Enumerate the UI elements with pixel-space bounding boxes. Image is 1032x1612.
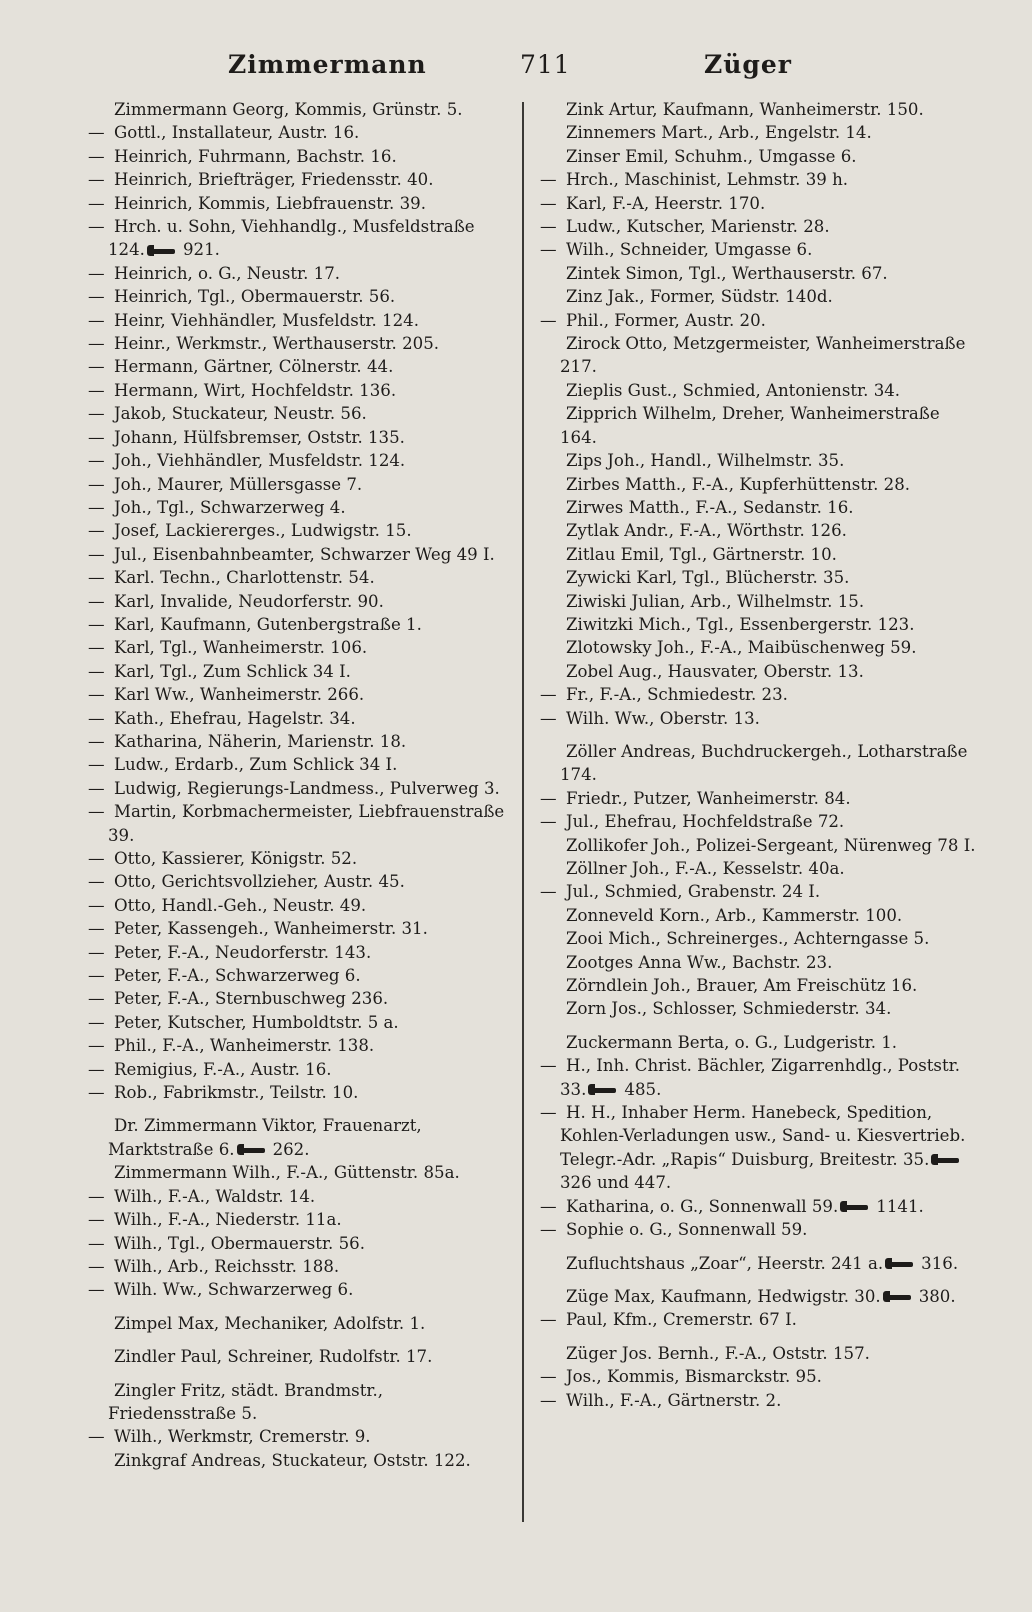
telephone-icon xyxy=(588,1083,620,1097)
entry-text: Ziwiski Julian, Arb., Wilhelmstr. 15. xyxy=(566,591,865,611)
directory-entry xyxy=(540,192,980,215)
directory-entry xyxy=(88,941,508,964)
entry-text: Karl. Techn., Charlottenstr. 54. xyxy=(114,568,375,588)
ditto-dash: — xyxy=(88,614,105,634)
directory-entry xyxy=(540,379,980,402)
entry-text: Heinr., Werkmstr., Werthauserstr. 205. xyxy=(114,334,440,354)
directory-entry xyxy=(88,1255,508,1278)
directory-entry xyxy=(540,449,980,472)
directory-entry xyxy=(540,787,980,810)
entry-text: Peter, Kutscher, Humboldtstr. 5 a. xyxy=(114,1012,399,1032)
entry-text: Karl, F.-A, Heerstr. 170. xyxy=(566,193,766,213)
entry-text: Zootges Anna Ww., Bachstr. 23. xyxy=(566,952,833,972)
telephone-icon xyxy=(147,244,179,258)
entry-text: Zimmermann Wilh., F.-A., Güttenstr. 85a. xyxy=(114,1163,460,1183)
ditto-dash: — xyxy=(88,497,105,517)
entry-text: Wilh. Ww., Oberstr. 13. xyxy=(566,708,760,728)
entry-text: Paul, Kfm., Cremerstr. 67 I. xyxy=(566,1310,797,1330)
directory-entry xyxy=(88,285,508,308)
entry-text: Karl, Invalide, Neudorferstr. 90. xyxy=(114,591,384,611)
ditto-dash: — xyxy=(88,755,105,775)
entry-text: Zufluchtshaus „Zoar“, Heerstr. 241 a. xyxy=(566,1253,884,1273)
directory-entry xyxy=(88,1185,508,1208)
entry-text: Kath., Ehefrau, Hagelstr. 34. xyxy=(114,708,356,728)
directory-entry xyxy=(88,660,508,683)
entry-text: Peter, F.-A., Neudorferstr. 143. xyxy=(114,942,372,962)
telephone-number: 326 und 447. xyxy=(560,1173,672,1193)
entry-text: Zirbes Matth., F.-A., Kupferhüttenstr. 28. xyxy=(566,474,911,494)
running-head-right: Züger xyxy=(704,50,792,79)
entry-text: Remigius, F.-A., Austr. 16. xyxy=(114,1059,332,1079)
directory-entry xyxy=(540,98,980,121)
directory-entry xyxy=(88,870,508,893)
telephone-number: 380. xyxy=(918,1286,956,1306)
entry-text: Zooi Mich., Schreinerges., Achterngasse 5. xyxy=(566,929,930,949)
ditto-dash: — xyxy=(88,474,105,494)
directory-entry xyxy=(88,332,508,355)
telephone-number: 921. xyxy=(182,240,220,260)
directory-entry xyxy=(540,880,980,903)
entry-text: Peter, F.-A., Schwarzerweg 6. xyxy=(114,966,361,986)
entry-text: Phil., Former, Austr. 20. xyxy=(566,310,766,330)
ditto-dash: — xyxy=(88,638,105,658)
directory-entry xyxy=(540,543,980,566)
telephone-number: 485. xyxy=(624,1079,662,1099)
ditto-dash: — xyxy=(88,591,105,611)
ditto-dash: — xyxy=(88,357,105,377)
entry-text: Gottl., Installateur, Austr. 16. xyxy=(114,123,360,143)
directory-entry xyxy=(540,810,980,833)
entry-text: Katharina, o. G., Sonnenwall 59. xyxy=(566,1196,839,1216)
entry-text: Wilh., Schneider, Umgasse 6. xyxy=(566,240,813,260)
directory-entry xyxy=(540,496,980,519)
ditto-dash: — xyxy=(88,1233,105,1253)
directory-entry xyxy=(88,121,508,144)
ditto-dash: — xyxy=(88,919,105,939)
directory-entry xyxy=(88,613,508,636)
page-number: 711 xyxy=(520,50,571,79)
ditto-dash: — xyxy=(88,451,105,471)
directory-entry xyxy=(540,904,980,927)
ditto-dash: — xyxy=(540,708,557,728)
entry-text: Heinrich, Fuhrmann, Bachstr. 16. xyxy=(114,146,397,166)
ditto-dash: — xyxy=(540,1196,557,1216)
entry-text: Zintek Simon, Tgl., Werthauserstr. 67. xyxy=(566,263,888,283)
ditto-dash: — xyxy=(88,895,105,915)
directory-entry xyxy=(88,309,508,332)
directory-entry xyxy=(540,636,980,659)
directory-entry xyxy=(88,519,508,542)
entry-text: H., Inh. Christ. Bächler, Zigarrenhdlg., Poststr. 33. xyxy=(560,1056,961,1099)
directory-entry xyxy=(540,1218,980,1241)
entry-text: Hermann, Wirt, Hochfeldstr. 136. xyxy=(114,380,397,400)
ditto-dash: — xyxy=(88,263,105,283)
ditto-dash: — xyxy=(540,1367,557,1387)
entry-text: Züge Max, Kaufmann, Hedwigstr. 30. xyxy=(566,1286,881,1306)
entry-text: Joh., Maurer, Müllersgasse 7. xyxy=(114,474,363,494)
directory-entry xyxy=(540,1031,980,1054)
entry-text: Ludw., Erdarb., Zum Schlick 34 I. xyxy=(114,755,398,775)
entry-text: Sophie o. G., Sonnenwall 59. xyxy=(566,1220,808,1240)
entry-text: Zieplis Gust., Schmied, Antonienstr. 34. xyxy=(566,380,901,400)
entry-text: Phil., F.-A., Wanheimerstr. 138. xyxy=(114,1036,375,1056)
directory-entry xyxy=(88,145,508,168)
directory-entry xyxy=(540,1389,980,1412)
directory-entry xyxy=(540,1308,980,1331)
directory-entry xyxy=(540,613,980,636)
entry-text: Joh., Viehhändler, Musfeldstr. 124. xyxy=(114,451,406,471)
ditto-dash: — xyxy=(88,778,105,798)
entry-text: Otto, Kassierer, Königstr. 52. xyxy=(114,849,358,868)
directory-entry xyxy=(540,740,980,787)
directory-entry xyxy=(88,753,508,776)
directory-entry xyxy=(540,215,980,238)
directory-entry xyxy=(540,121,980,144)
ditto-dash: — xyxy=(88,661,105,681)
ditto-dash: — xyxy=(88,1059,105,1079)
directory-entry xyxy=(540,473,980,496)
entry-text: Peter, Kassengeh., Wanheimerstr. 31. xyxy=(114,919,428,939)
ditto-dash: — xyxy=(88,1280,105,1300)
directory-entry xyxy=(540,1054,980,1101)
directory-entry xyxy=(540,1285,980,1308)
entry-text: Zuckermann Berta, o. G., Ludgeristr. 1. xyxy=(566,1032,898,1052)
directory-entry xyxy=(88,894,508,917)
ditto-dash: — xyxy=(88,380,105,400)
ditto-dash: — xyxy=(88,123,105,143)
directory-entry xyxy=(540,168,980,191)
entry-text: Wilh., F.-A., Waldstr. 14. xyxy=(114,1186,316,1206)
directory-entry xyxy=(88,379,508,402)
entry-text: Wilh., F.-A., Niederstr. 11a. xyxy=(114,1210,342,1230)
directory-entry xyxy=(88,168,508,191)
directory-entry xyxy=(88,1379,508,1426)
entry-text: Zinkgraf Andreas, Stuckateur, Oststr. 122. xyxy=(114,1450,471,1470)
directory-entry xyxy=(88,543,508,566)
directory-entry xyxy=(540,1195,980,1218)
ditto-dash: — xyxy=(88,1186,105,1206)
ditto-dash: — xyxy=(540,1220,557,1240)
directory-entry xyxy=(88,1114,508,1161)
entry-text: Hermann, Gärtner, Cölnerstr. 44. xyxy=(114,357,394,377)
entry-text: Joh., Tgl., Schwarzerweg 4. xyxy=(114,497,346,517)
entry-text: Zitlau Emil, Tgl., Gärtnerstr. 10. xyxy=(566,544,837,564)
entry-text: Jul., Eisenbahnbeamter, Schwarzer Weg 49 I. xyxy=(114,544,495,564)
entry-text: Peter, F.-A., Sternbuschweg 236. xyxy=(114,989,389,1009)
entry-text: Jul., Ehefrau, Hochfeldstraße 72. xyxy=(566,812,845,832)
directory-entry xyxy=(540,309,980,332)
ditto-dash: — xyxy=(540,193,557,213)
ditto-dash: — xyxy=(88,568,105,588)
entry-text: Karl, Tgl., Zum Schlick 34 I. xyxy=(114,661,351,681)
entry-text: Dr. Zimmermann Viktor, Frauenarzt, Marktstraße 6. xyxy=(108,1116,422,1159)
entry-text: Zinnemers Mart., Arb., Engelstr. 14. xyxy=(566,123,872,143)
entry-text: Zywicki Karl, Tgl., Blücherstr. 35. xyxy=(566,568,850,588)
ditto-dash: — xyxy=(540,1103,557,1123)
ditto-dash: — xyxy=(88,334,105,354)
directory-entry xyxy=(88,590,508,613)
directory-entry xyxy=(88,777,508,800)
entry-text: Hrch., Maschinist, Lehmstr. 39 h. xyxy=(566,170,849,190)
entry-text: Jos., Kommis, Bismarckstr. 95. xyxy=(566,1367,822,1387)
directory-entry xyxy=(88,449,508,472)
directory-entry xyxy=(540,590,980,613)
ditto-dash: — xyxy=(540,170,557,190)
directory-entry xyxy=(540,997,980,1020)
ditto-dash: — xyxy=(88,1012,105,1032)
entry-text: Martin, Korbmachermeister, Liebfrauenstraße 39. xyxy=(108,802,505,845)
telephone-number: 316. xyxy=(921,1253,959,1273)
directory-entry xyxy=(540,660,980,683)
directory-entry xyxy=(88,1232,508,1255)
entry-text: Friedr., Putzer, Wanheimerstr. 84. xyxy=(566,788,851,808)
entry-text: Karl, Kaufmann, Gutenbergstraße 1. xyxy=(114,614,422,634)
entry-text: Wilh., Werkmstr, Cremerstr. 9. xyxy=(114,1427,371,1447)
entry-text: Ludwig, Regierungs-Landmess., Pulverweg 3. xyxy=(114,778,500,798)
directory-entry xyxy=(88,215,508,262)
entry-text: Wilh., F.-A., Gärtnerstr. 2. xyxy=(566,1390,782,1410)
ditto-dash: — xyxy=(540,882,557,902)
entry-text: Jakob, Stuckateur, Neustr. 56. xyxy=(114,404,367,424)
entry-text: Zobel Aug., Hausvater, Oberstr. 13. xyxy=(566,661,864,681)
entry-text: Johann, Hülfsbremser, Oststr. 135. xyxy=(114,427,405,447)
telephone-number: 262. xyxy=(272,1139,310,1159)
entry-text: Zöller Andreas, Buchdruckergeh., Lotharstraße 174. xyxy=(560,741,968,785)
directory-entry xyxy=(88,800,508,847)
directory-entry xyxy=(88,1312,508,1335)
directory-entry xyxy=(540,285,980,308)
directory-entry xyxy=(540,402,980,449)
directory-entry xyxy=(88,192,508,215)
column-divider xyxy=(522,102,524,1522)
entry-text: Zinser Emil, Schuhm., Umgasse 6. xyxy=(566,146,857,166)
ditto-dash: — xyxy=(540,1390,557,1410)
ditto-dash: — xyxy=(88,1210,105,1230)
directory-entry xyxy=(540,1252,980,1275)
directory-entry xyxy=(88,683,508,706)
ditto-dash: — xyxy=(88,404,105,424)
entry-text: Heinrich, Tgl., Obermauerstr. 56. xyxy=(114,287,396,307)
entry-text: Heinrich, o. G., Neustr. 17. xyxy=(114,263,341,283)
ditto-dash: — xyxy=(88,217,105,237)
directory-entry xyxy=(540,1342,980,1365)
entry-text: Heinrich, Briefträger, Friedensstr. 40. xyxy=(114,170,434,190)
telephone-icon xyxy=(840,1200,872,1214)
directory-entry xyxy=(540,951,980,974)
directory-entry xyxy=(88,402,508,425)
entry-text: Rob., Fabrikmstr., Teilstr. 10. xyxy=(114,1083,359,1103)
ditto-dash: — xyxy=(88,193,105,213)
telephone-icon xyxy=(883,1290,915,1304)
directory-entry xyxy=(540,974,980,997)
ditto-dash: — xyxy=(540,217,557,237)
ditto-dash: — xyxy=(88,872,105,892)
entry-text: Otto, Handl.-Geh., Neustr. 49. xyxy=(114,895,367,915)
right-column xyxy=(540,98,980,1412)
ditto-dash: — xyxy=(540,240,557,260)
running-head-left: Zimmermann xyxy=(228,50,427,79)
left-column xyxy=(88,98,508,1472)
ditto-dash: — xyxy=(540,685,557,705)
ditto-dash: — xyxy=(88,942,105,962)
entry-text: Zingler Fritz, städt. Brandmstr., Friedensstraße 5. xyxy=(108,1380,384,1423)
directory-entry xyxy=(540,1365,980,1388)
directory-entry xyxy=(540,566,980,589)
entry-text: Zlotowsky Joh., F.-A., Maibüschenweg 59. xyxy=(566,638,917,658)
directory-entry xyxy=(540,332,980,379)
directory-entry xyxy=(88,1058,508,1081)
telephone-icon xyxy=(885,1257,917,1271)
entry-text: Zirock Otto, Metzgermeister, Wanheimerstraße 217. xyxy=(560,334,966,377)
directory-entry xyxy=(88,1345,508,1368)
telephone-number: 1141. xyxy=(876,1196,924,1216)
entry-text: Wilh., Tgl., Obermauerstr. 56. xyxy=(114,1233,365,1253)
ditto-dash: — xyxy=(88,1256,105,1276)
ditto-dash: — xyxy=(88,427,105,447)
directory-entry xyxy=(88,707,508,730)
ditto-dash: — xyxy=(88,685,105,705)
entry-text: Zindler Paul, Schreiner, Rudolfstr. 17. xyxy=(114,1347,433,1367)
directory-entry xyxy=(540,238,980,261)
directory-entry xyxy=(88,426,508,449)
directory-entry xyxy=(540,707,980,730)
directory-entry xyxy=(88,1449,508,1472)
directory-entry xyxy=(88,1425,508,1448)
directory-entry xyxy=(540,145,980,168)
entry-text: Zytlak Andr., F.-A., Wörthstr. 126. xyxy=(566,521,847,541)
entry-text: Hrch. u. Sohn, Viehhandlg., Musfeldstraße 124. xyxy=(108,217,475,260)
entry-text: Karl, Tgl., Wanheimerstr. 106. xyxy=(114,638,368,658)
directory-entry xyxy=(88,636,508,659)
directory-entry xyxy=(540,683,980,706)
entry-text: Heinrich, Kommis, Liebfrauenstr. 39. xyxy=(114,193,426,213)
directory-entry xyxy=(88,917,508,940)
ditto-dash: — xyxy=(88,708,105,728)
directory-entry xyxy=(88,1011,508,1034)
entry-text: Wilh. Ww., Schwarzerweg 6. xyxy=(114,1280,354,1300)
entry-text: H. H., Inhaber Herm. Hanebeck, Spedition, Kohlen-Verladungen usw., Sand- u. Kiesvertrieb. Telegr.-Adr. „Rapis“ Duisburg, Breitestr. 35. xyxy=(560,1103,966,1169)
entry-text: Zimmermann Georg, Kommis, Grünstr. 5. xyxy=(114,100,463,119)
directory-entry xyxy=(88,730,508,753)
entry-text: Wilh., Arb., Reichsstr. 188. xyxy=(114,1256,340,1276)
ditto-dash: — xyxy=(88,170,105,190)
entry-text: Zorn Jos., Schlosser, Schmiederstr. 34. xyxy=(566,999,892,1019)
directory-entry xyxy=(88,1208,508,1231)
entry-text: Zollikofer Joh., Polizei-Sergeant, Nürenweg 78 I. xyxy=(566,835,976,855)
directory-entry xyxy=(88,473,508,496)
directory-entry xyxy=(540,927,980,950)
ditto-dash: — xyxy=(540,1056,557,1076)
entry-text: Katharina, Näherin, Marienstr. 18. xyxy=(114,731,407,751)
entry-text: Züger Jos. Bernh., F.-A., Oststr. 157. xyxy=(566,1343,870,1363)
directory-entry xyxy=(88,355,508,378)
entry-text: Jul., Schmied, Grabenstr. 24 I. xyxy=(566,882,821,902)
directory-entry xyxy=(88,262,508,285)
entry-text: Zirwes Matth., F.-A., Sedanstr. 16. xyxy=(566,497,854,517)
ditto-dash: — xyxy=(88,989,105,1009)
ditto-dash: — xyxy=(88,849,105,868)
ditto-dash: — xyxy=(88,521,105,541)
directory-entry xyxy=(540,262,980,285)
directory-entry xyxy=(88,987,508,1010)
directory-entry xyxy=(88,1161,508,1184)
entry-text: Otto, Gerichtsvollzieher, Austr. 45. xyxy=(114,872,405,892)
entry-text: Zipprich Wilhelm, Dreher, Wanheimerstraße 164. xyxy=(560,404,940,447)
telephone-icon xyxy=(237,1143,269,1157)
ditto-dash: — xyxy=(540,812,557,832)
entry-text: Heinr, Viehhändler, Musfeldstr. 124. xyxy=(114,310,419,330)
ditto-dash: — xyxy=(88,287,105,307)
directory-entry xyxy=(88,566,508,589)
telephone-icon xyxy=(931,1153,963,1167)
ditto-dash: — xyxy=(88,1083,105,1103)
directory-entry xyxy=(88,964,508,987)
ditto-dash: — xyxy=(540,1310,557,1330)
directory-entry xyxy=(540,1101,980,1195)
ditto-dash: — xyxy=(88,731,105,751)
ditto-dash: — xyxy=(88,146,105,166)
directory-entry xyxy=(88,98,508,121)
entry-text: Karl Ww., Wanheimerstr. 266. xyxy=(114,685,365,705)
ditto-dash: — xyxy=(88,544,105,564)
entry-text: Zöllner Joh., F.-A., Kesselstr. 40a. xyxy=(566,859,845,878)
entry-text: Zink Artur, Kaufmann, Wanheimerstr. 150. xyxy=(566,100,924,119)
ditto-dash: — xyxy=(540,788,557,808)
entry-text: Zips Joh., Handl., Wilhelmstr. 35. xyxy=(566,451,845,471)
directory-entry xyxy=(88,847,508,870)
entry-text: Fr., F.-A., Schmiedestr. 23. xyxy=(566,685,788,705)
entry-text: Zimpel Max, Mechaniker, Adolfstr. 1. xyxy=(114,1313,426,1333)
entry-text: Zinz Jak., Former, Südstr. 140d. xyxy=(566,287,833,307)
ditto-dash: — xyxy=(88,1036,105,1056)
directory-entry xyxy=(540,857,980,880)
ditto-dash: — xyxy=(88,802,105,822)
directory-entry xyxy=(88,1034,508,1057)
directory-entry xyxy=(540,834,980,857)
ditto-dash: — xyxy=(88,310,105,330)
ditto-dash: — xyxy=(88,966,105,986)
ditto-dash: — xyxy=(540,310,557,330)
entry-text: Zörndlein Joh., Brauer, Am Freischütz 16. xyxy=(566,976,918,996)
directory-entry xyxy=(88,1278,508,1301)
entry-text: Ziwitzki Mich., Tgl., Essenbergerstr. 123. xyxy=(566,614,915,634)
directory-entry xyxy=(540,519,980,542)
entry-text: Ludw., Kutscher, Marienstr. 28. xyxy=(566,217,830,237)
directory-entry xyxy=(88,496,508,519)
ditto-dash: — xyxy=(88,1427,105,1447)
directory-entry xyxy=(88,1081,508,1104)
entry-text: Josef, Lackiererges., Ludwigstr. 15. xyxy=(114,521,412,541)
entry-text: Zonneveld Korn., Arb., Kammerstr. 100. xyxy=(566,905,903,925)
